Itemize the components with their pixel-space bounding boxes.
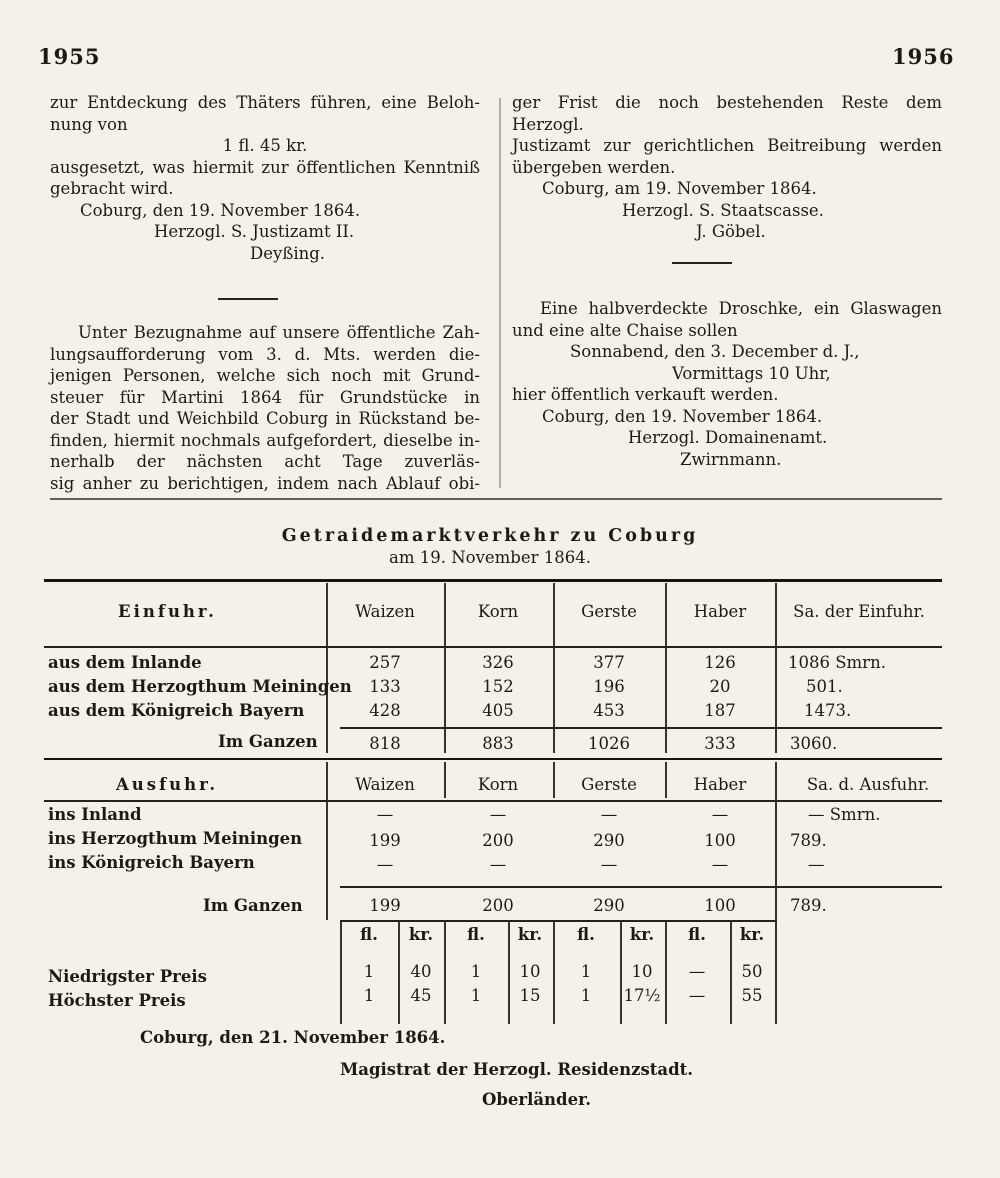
table-cell: 200 (482, 831, 514, 850)
price-top-rule (340, 920, 777, 922)
column-header: Gerste (581, 602, 637, 621)
notice-line: Justizamt zur gerichtlichen Beitreibung werden (512, 136, 942, 155)
row-label: aus dem Inlande (48, 653, 202, 672)
row-label: aus dem Herzogthum Meiningen (48, 677, 352, 696)
table-divider (775, 762, 777, 920)
signer: Oberländer. (482, 1090, 592, 1109)
unit-header: kr. (629, 925, 655, 944)
notice-line: finden, hiermit nochmals aufgefordert, dieselbe in- (50, 430, 480, 450)
table-cell: 326 (482, 653, 514, 672)
price-cell: 1 (470, 986, 482, 1005)
table-divider (508, 922, 510, 1024)
table-cell: — (711, 805, 729, 824)
separator-rule (672, 262, 732, 264)
table-cell: 20 (709, 677, 731, 696)
table-cell-sum: 1086 Smrn. (788, 653, 886, 672)
notice-line: nerhalb der nächsten acht Tage zuverläs- (50, 452, 480, 471)
table-cell: — (489, 805, 507, 824)
price-cell: 1 (363, 962, 375, 981)
table-cell: 152 (482, 677, 514, 696)
market-title: Getraidemarktverkehr zu Coburg (281, 526, 699, 546)
notice-line: steuer für Martini 1864 für Grundstücke in (50, 387, 480, 407)
header-rule (44, 800, 942, 802)
table-cell: — (600, 805, 618, 824)
table-top-rule (44, 579, 942, 582)
place-date: Coburg, den 19. November 1864. (80, 200, 361, 220)
table-divider (340, 922, 342, 1024)
unit-header: fl. (467, 925, 485, 944)
section-rule (44, 758, 942, 760)
notice-justizamt (50, 92, 480, 264)
price-cell: 55 (741, 986, 763, 1005)
import-header-label: Einfuhr. (118, 602, 217, 621)
export-header-label: Ausfuhr. (116, 775, 219, 794)
row-label: ins Herzogthum Meiningen (48, 829, 303, 848)
notice-line: hier öffentlich verkauft werden. (512, 385, 779, 404)
price-cell: 1 (580, 986, 592, 1005)
table-cell: 187 (704, 701, 736, 720)
row-label: ins Königreich Bayern (48, 853, 255, 872)
notice-line: zur Entdeckung des Thäters führen, eine Beloh- (50, 93, 480, 112)
table-divider (730, 922, 732, 1024)
column-header: Haber (693, 775, 747, 794)
table-divider (665, 762, 667, 798)
table-cell: 196 (593, 677, 625, 696)
table-cell: 100 (704, 831, 736, 850)
header-rule (44, 646, 942, 648)
place-date: Coburg, den 21. November 1864. (140, 1028, 446, 1047)
market-subtitle: am 19. November 1864. (388, 548, 592, 567)
place-date: Coburg, den 19. November 1864. (542, 406, 823, 426)
unit-header: fl. (688, 925, 706, 944)
column-header: Sa. d. Ausfuhr. (806, 775, 930, 794)
notice-line: übergeben werden. (512, 157, 676, 177)
table-cell: — (376, 855, 394, 874)
column-divider (499, 98, 501, 488)
table-cell: 290 (593, 831, 625, 850)
notice-tax-reminder (50, 322, 480, 494)
issuing-office: Magistrat der Herzogl. Residenzstadt. (340, 1060, 694, 1079)
price-cell: 1 (470, 962, 482, 981)
row-label: ins Inland (48, 805, 142, 824)
price-cell: — (688, 986, 706, 1005)
price-cell: 1 (580, 962, 592, 981)
column-header: Sa. der Einfuhr. (793, 602, 925, 621)
total-cell: 100 (704, 896, 736, 915)
section-rule (50, 498, 942, 500)
notice-staatscasse (512, 92, 942, 243)
column-header: Waizen (355, 775, 415, 794)
table-cell: 377 (593, 653, 625, 672)
unit-header: kr. (517, 925, 543, 944)
table-divider (398, 922, 400, 1024)
price-cell: 45 (410, 986, 432, 1005)
total-rule (340, 727, 942, 729)
table-cell-sum: — (808, 855, 825, 874)
issuing-office: Herzogl. S. Justizamt II. (154, 222, 355, 241)
table-cell-sum: 501. (806, 677, 843, 696)
price-cell: 15 (519, 986, 541, 1005)
total-cell-sum: 789. (790, 896, 827, 915)
unit-header: fl. (360, 925, 378, 944)
total-cell: 200 (482, 896, 514, 915)
table-divider (326, 762, 328, 920)
notice-line: und eine alte Chaise sollen (512, 320, 738, 340)
issuing-office: Herzogl. Domainenamt. (628, 428, 828, 447)
separator-rule (218, 298, 278, 300)
page-number-left: 1955 (38, 44, 101, 69)
signer: Deyßing. (250, 243, 326, 263)
table-cell: 126 (704, 653, 736, 672)
table-cell-sum: — Smrn. (808, 805, 881, 824)
total-cell: 199 (369, 896, 401, 915)
signer: J. Göbel. (696, 222, 766, 241)
signer: Zwirnmann. (680, 449, 782, 469)
notice-line: Unter Bezugnahme auf unsere öffentliche Zah- (78, 323, 480, 342)
table-cell: 199 (369, 831, 401, 850)
table-cell: — (489, 855, 507, 874)
total-label: Im Ganzen (203, 896, 303, 915)
price-cell: 1 (363, 986, 375, 1005)
price-cell: 10 (631, 962, 653, 981)
notice-line: ger Frist die noch bestehenden Reste dem Herzogl. (512, 93, 942, 134)
notice-line: der Stadt und Weichbild Coburg in Rückstand be- (50, 409, 480, 428)
unit-header: fl. (577, 925, 595, 944)
column-header: Haber (693, 602, 747, 621)
table-divider (620, 922, 622, 1024)
total-cell: 1026 (588, 734, 630, 753)
table-divider (326, 583, 328, 753)
notice-line: Eine halbverdeckte Droschke, ein Glaswagen (540, 299, 942, 318)
table-cell: 453 (593, 701, 625, 720)
column-header: Gerste (581, 775, 637, 794)
page-number-right: 1956 (892, 44, 955, 69)
price-row-label: Niedrigster Preis (48, 967, 207, 986)
total-cell: 333 (704, 734, 736, 753)
notice-line: sig anher zu berichtigen, indem nach Ablauf obi- (50, 473, 480, 493)
notice-line: Vormittags 10 Uhr, (672, 363, 831, 383)
total-cell: 883 (482, 734, 514, 753)
price-cell: 17½ (623, 986, 661, 1005)
price-row-label: Höchster Preis (48, 991, 186, 1010)
table-cell: 428 (369, 701, 401, 720)
price-cell: — (688, 962, 706, 981)
column-header: Korn (477, 775, 519, 794)
total-label: Im Ganzen (218, 732, 318, 751)
total-cell-sum: 3060. (790, 734, 838, 753)
table-cell: 133 (369, 677, 401, 696)
table-cell: 257 (369, 653, 401, 672)
notice-domainenamt (512, 298, 942, 470)
notice-line: lungsaufforderung vom 3. d. Mts. werden die- (50, 344, 480, 364)
price-cell: 40 (410, 962, 432, 981)
column-header: Waizen (355, 602, 415, 621)
table-cell: — (600, 855, 618, 874)
price-cell: 50 (741, 962, 763, 981)
table-cell-sum: 789. (790, 831, 827, 850)
unit-header: kr. (739, 925, 765, 944)
total-rule (340, 886, 942, 888)
notice-line: jenigen Personen, welche sich noch mit Grund- (50, 366, 480, 385)
notice-line: Sonnabend, den 3. December d. J., (570, 342, 860, 361)
place-date: Coburg, am 19. November 1864. (542, 179, 817, 198)
table-cell: — (711, 855, 729, 874)
price-cell: 10 (519, 962, 541, 981)
row-label: aus dem Königreich Bayern (48, 701, 305, 720)
reward-amount: 1 fl. 45 kr. (222, 136, 308, 155)
table-cell: 405 (482, 701, 514, 720)
table-divider (553, 762, 555, 798)
notice-line: nung von (50, 114, 128, 134)
total-cell: 818 (369, 734, 401, 753)
unit-header: kr. (408, 925, 434, 944)
notice-line: gebracht wird. (50, 179, 174, 198)
table-cell-sum: 1473. (804, 701, 852, 720)
notice-line: ausgesetzt, was hiermit zur öffentlichen Kenntniß (50, 157, 480, 177)
table-cell: — (376, 805, 394, 824)
total-cell: 290 (593, 896, 625, 915)
issuing-office: Herzogl. S. Staatscasse. (622, 200, 824, 220)
column-header: Korn (477, 602, 519, 621)
